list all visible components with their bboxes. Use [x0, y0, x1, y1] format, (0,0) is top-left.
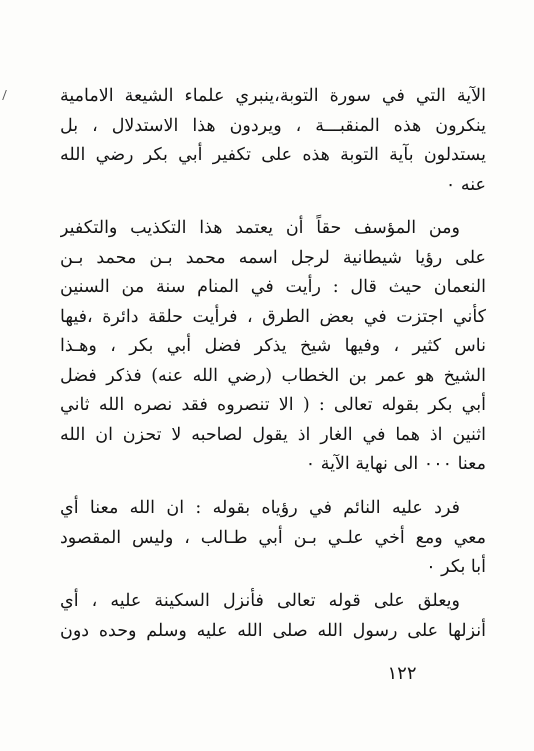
text-line: أنزلها على رسول الله صلى الله عليه وسلم وحده دون — [60, 620, 486, 641]
text-line: ناس كثير ، وفيها شيخ يذكر فضل أبي بكر ، وهـذا — [60, 336, 486, 356]
page-number: ١٢٢ — [387, 663, 417, 684]
paragraph-3 — [60, 494, 486, 583]
text-line: معي ومع أخي علـي بـن أبي طـالب ، وليس المقصود — [60, 527, 486, 548]
text-line: الآية التي في سورة التوبة،ينبري علماء الشيعة الامامية — [60, 86, 486, 106]
text-line: عنه ٠ — [445, 174, 486, 195]
text-line: النعمان حيث قال : رأيت في المنام سنة من السنين — [60, 277, 486, 297]
text-line: أبي بكر بقوله تعالى : ( الا تنصروه فقد نصره الله ثاني — [60, 395, 486, 415]
text-line: كأني اجتزت في بعض الطرق ، فرأيت حلقة دائرة ،فيها — [60, 306, 486, 327]
paragraph-1 — [60, 82, 486, 200]
text-line: يستدلون بآية التوبة هذه على تكفير أبي بكر رضي الله — [60, 145, 486, 165]
text-line: فرد عليه النائم في رؤياه بقوله : ان الله معنا أي — [60, 498, 460, 518]
text-line: ومن المؤسف حقاً أن يعتمد هذا التكذيب والتكفير — [60, 218, 460, 238]
text-line: اثنين اذ هما في الغار اذ يقول لصاحبه لا تحزن ان الله — [60, 424, 486, 445]
text-line: أبا بكر ٠ — [426, 557, 486, 577]
margin-mark — [2, 90, 10, 100]
text-line: معنا ٠٠٠ الى نهاية الآية ٠ — [305, 454, 486, 474]
text-line: ينكرون هذه المنقبـــة ، ويردون هذا الاستدلال ، بل — [60, 115, 486, 136]
paragraph-4 — [60, 587, 486, 646]
paragraph-2 — [60, 214, 486, 480]
text-line: الشيخ هو عمر بن الخطاب (رضي الله عنه) فذكر فضل — [60, 365, 486, 386]
text-line: ويعلق على قوله تعالى فأنزل السكينة عليه ، أي — [60, 591, 460, 611]
text-line: على رؤيا شيطانية لرجل اسمه محمد بـن محمد بـن — [60, 247, 486, 268]
